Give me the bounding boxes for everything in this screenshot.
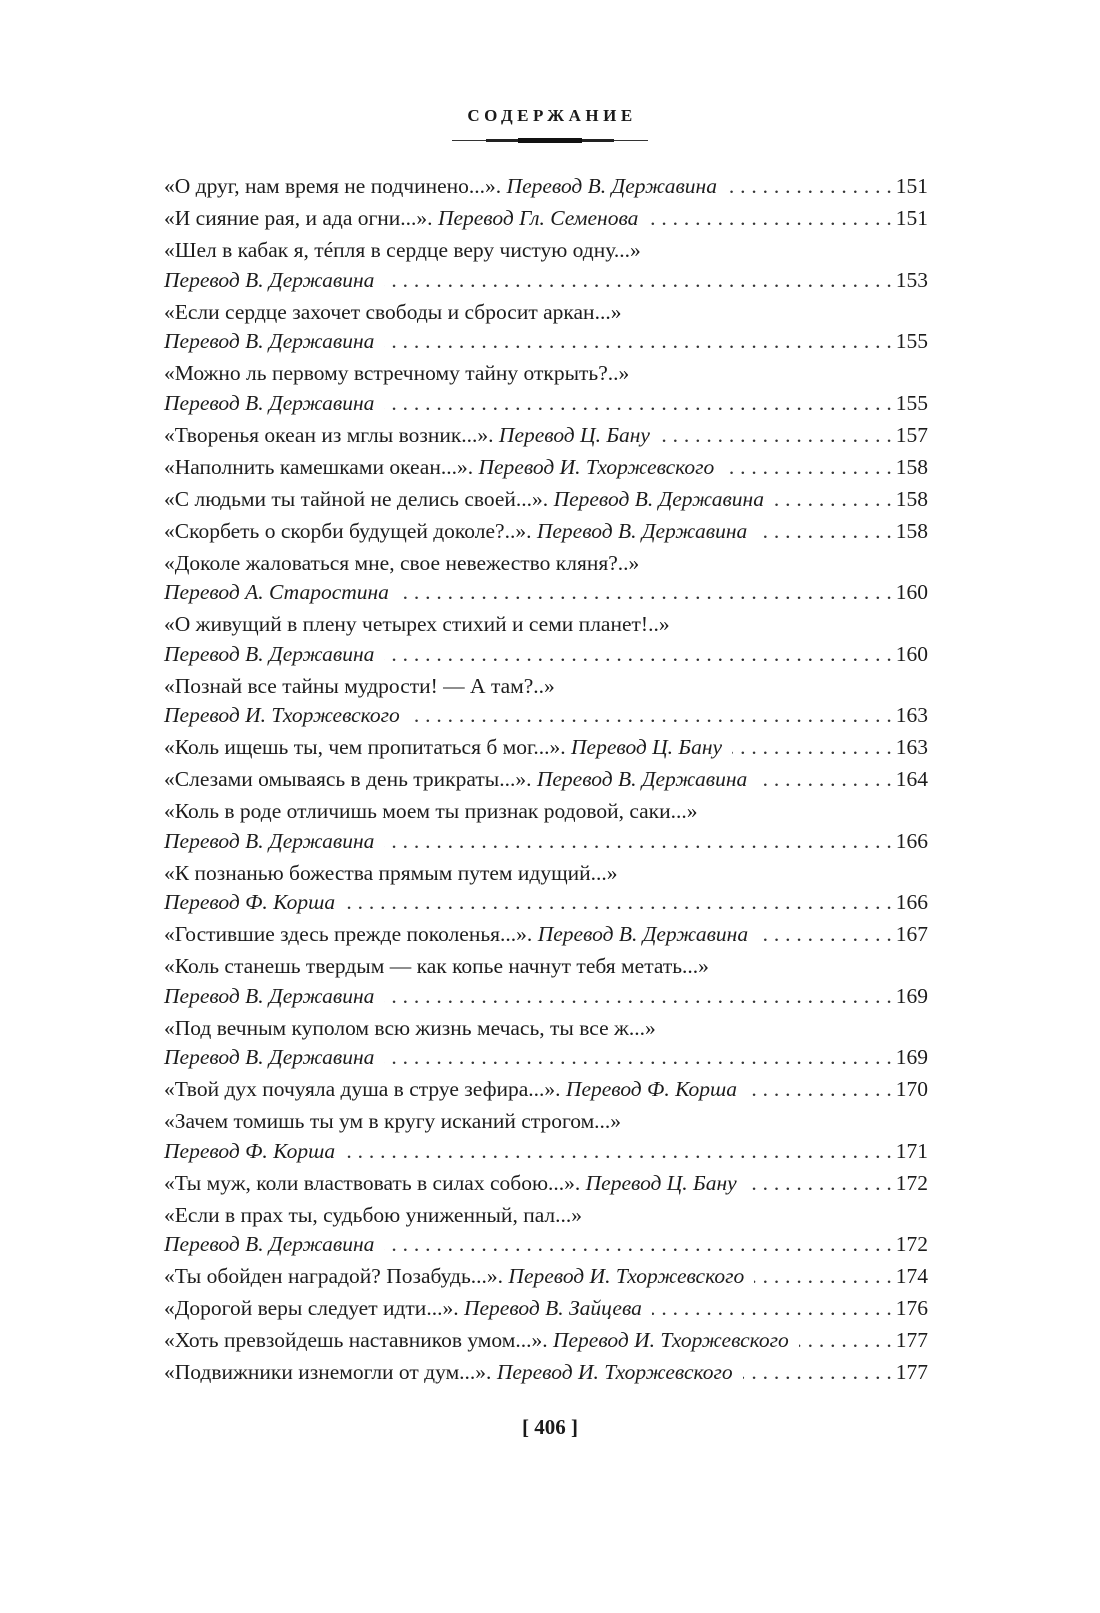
entry-page: 158 (895, 486, 928, 511)
entry-page: 171 (895, 1138, 928, 1163)
toc-entry (164, 298, 928, 357)
dot-leader (774, 485, 892, 515)
entry-title: «Ты обойден наградой? Позабудь...». (164, 1264, 504, 1288)
entry-title: «Подвижники изнемогли от дум...». (164, 1360, 492, 1384)
entry-title: «О живущий в плену четырех стихий и семи планет!..» (164, 612, 670, 636)
entry-title: «Если в прах ты, судьбою униженный, пал...» (164, 1202, 583, 1227)
toc-entry (164, 1014, 928, 1073)
toc-entry (164, 453, 928, 483)
toc-entry (164, 172, 928, 202)
entry-title: «Можно ль первому встречному тайну открыть?..» (164, 361, 630, 385)
dot-leader (345, 888, 892, 918)
entry-title: «Под вечным куполом всю жизнь мечась, ты все ж...» (164, 1015, 656, 1040)
toc-entry (164, 797, 928, 856)
page-title: СОДЕРЖАНИЕ (467, 106, 637, 125)
toc-entry (164, 236, 928, 295)
toc-entry (164, 549, 928, 608)
toc-entry (164, 1326, 928, 1356)
entry-translator: Перевод В. Державина (164, 983, 375, 1008)
entry-title: «Твой дух почуяла душа в струе зефира...». (164, 1077, 561, 1101)
dot-leader (799, 1326, 892, 1356)
dot-leader (754, 1262, 892, 1292)
dot-leader (384, 266, 891, 296)
entry-title: «Коль в роде отличишь моем ты признак родовой, саки...» (164, 799, 698, 823)
dot-leader (660, 421, 892, 451)
entry-translator: Перевод В. Державина (164, 390, 375, 415)
entry-page: 167 (895, 922, 928, 946)
toc-entry (164, 359, 928, 418)
entry-translator: Перевод А. Старостина (164, 580, 389, 604)
entry-title: «Если сердце захочет свободы и сбросит аркан...» (164, 299, 622, 324)
dot-leader (384, 1043, 891, 1073)
entry-page: 176 (895, 1296, 928, 1320)
entry-page: 174 (895, 1264, 928, 1288)
dot-leader (384, 982, 891, 1012)
entry-translator: Перевод И. Тхоржевского (496, 1360, 733, 1384)
entry-title: «Познай все тайны мудрости! — А там?..» (164, 673, 555, 698)
toc-entry (164, 1075, 928, 1105)
toc-entry (164, 610, 928, 669)
entry-title: «К познанью божества прямым путем идущий...» (164, 860, 618, 885)
entry-page: 157 (895, 422, 928, 447)
entry-page: 158 (895, 518, 928, 543)
toc-entry (164, 421, 928, 451)
dot-leader (747, 1075, 892, 1105)
toc-entry (164, 952, 928, 1011)
entry-page: 177 (895, 1328, 928, 1352)
entry-page: 172 (895, 1170, 928, 1195)
toc-entry (164, 1294, 928, 1324)
dot-leader (743, 1358, 892, 1388)
dot-leader (384, 640, 891, 670)
toc-entry (164, 517, 928, 547)
toc-entry (164, 859, 928, 918)
entry-translator: Перевод Ц. Бану (585, 1170, 737, 1195)
entry-page: 169 (895, 983, 928, 1008)
entry-page: 164 (895, 767, 928, 791)
entry-title: «Слезами омываясь в день трикраты...». (164, 767, 532, 791)
entry-title: «Доколе жаловаться мне, свое невежество кляня?..» (164, 550, 640, 575)
entry-translator: Перевод В. Державина (164, 641, 375, 666)
table-of-contents (164, 172, 928, 1390)
dot-leader (384, 389, 891, 419)
toc-entry (164, 733, 928, 763)
dot-leader (758, 920, 892, 950)
entry-translator: Перевод Ф. Корша (565, 1077, 738, 1101)
entry-page: 160 (895, 641, 928, 666)
entry-translator: Перевод В. Державина (537, 922, 749, 946)
dot-leader (747, 1169, 892, 1199)
entry-translator: Перевод Ц. Бану (571, 735, 723, 759)
entry-page: 177 (895, 1360, 928, 1384)
entry-translator: Перевод И. Тхоржевского (508, 1264, 745, 1288)
toc-entry (164, 920, 928, 950)
entry-page: 166 (895, 828, 928, 853)
dot-leader (732, 733, 892, 763)
entry-title: «Дорогой веры следует идти...». (164, 1296, 459, 1320)
dot-leader (757, 765, 892, 795)
entry-title: «С людьми ты тайной не делись своей...». (164, 486, 549, 511)
entry-page: 166 (895, 890, 928, 914)
dot-leader (410, 701, 892, 731)
entry-translator: Перевод И. Тхоржевского (552, 1328, 789, 1352)
entry-translator: Перевод В. Державина (164, 1232, 375, 1256)
entry-translator: Перевод Ф. Корша (164, 1138, 336, 1163)
entry-translator: Перевод В. Зайцева (463, 1296, 642, 1320)
entry-title: «О друг, нам время не подчинено...». (164, 174, 502, 198)
entry-translator: Перевод В. Державина (164, 828, 375, 853)
page-number: [ 406 ] (522, 1415, 578, 1439)
entry-page: 155 (895, 390, 928, 415)
dot-leader (757, 517, 892, 547)
entry-page: 163 (895, 735, 928, 759)
toc-entry (164, 1262, 928, 1292)
toc-entry (164, 672, 928, 731)
entry-translator: Перевод Гл. Семенова (437, 206, 639, 230)
page-header (0, 106, 1100, 143)
entry-translator: Перевод Ц. Бану (498, 422, 650, 447)
toc-entry (164, 765, 928, 795)
entry-title: «Скорбеть о скорби будущей доколе?..». (164, 518, 532, 543)
entry-title: «Гостившие здесь прежде поколенья...». (164, 922, 533, 946)
dot-leader (384, 1230, 891, 1260)
dot-leader (384, 827, 891, 857)
entry-page: 170 (895, 1077, 928, 1101)
entry-page: 151 (895, 174, 928, 198)
dot-leader (648, 204, 891, 234)
entry-page: 155 (895, 329, 928, 353)
entry-translator: Перевод В. Державина (506, 174, 717, 198)
dot-leader (652, 1294, 892, 1324)
entry-page: 160 (895, 580, 928, 604)
dot-leader (345, 1137, 892, 1167)
toc-entry (164, 1201, 928, 1260)
entry-translator: Перевод В. Державина (164, 267, 375, 292)
entry-page: 151 (895, 206, 928, 230)
entry-page: 169 (895, 1045, 928, 1069)
entry-translator: Перевод В. Державина (553, 486, 764, 511)
entry-page: 158 (895, 454, 928, 479)
toc-entry (164, 1358, 928, 1388)
toc-entry (164, 485, 928, 515)
title-divider (452, 138, 648, 143)
dot-leader (399, 578, 892, 608)
entry-translator: Перевод В. Державина (164, 1045, 375, 1069)
toc-entry (164, 1169, 928, 1199)
dot-leader (384, 327, 891, 357)
entry-title: «Коль станешь твердым — как копье начнут тебя метать...» (164, 954, 709, 978)
entry-translator: Перевод И. Тхоржевского (164, 703, 400, 727)
dot-leader (727, 172, 892, 202)
toc-entry (164, 1107, 928, 1166)
entry-translator: Перевод В. Державина (536, 767, 748, 791)
entry-translator: Перевод В. Державина (536, 518, 748, 543)
entry-title: «Коль ищешь ты, чем пропитаться б мог...». (164, 735, 566, 759)
entry-title: «Хоть превзойдешь наставников умом...». (164, 1328, 548, 1352)
entry-title: «Шел в кабак я, тéпля в сердце веру чистую одну...» (164, 238, 641, 262)
entry-page: 163 (895, 703, 928, 727)
entry-title: «И сияние рая, и ада огни...». (164, 206, 433, 230)
entry-title: «Наполнить камешками океан...». (164, 454, 474, 479)
entry-page: 153 (895, 267, 928, 292)
entry-translator: Перевод Ф. Корша (164, 890, 336, 914)
entry-title: «Зачем томишь ты ум в кругу исканий строгом...» (164, 1109, 622, 1133)
dot-leader (724, 453, 891, 483)
entry-translator: Перевод И. Тхоржевского (478, 454, 715, 479)
entry-page: 172 (895, 1232, 928, 1256)
entry-title: «Ты муж, коли властвовать в силах собою...». (164, 1170, 581, 1195)
entry-title: «Творенья океан из мглы возник...». (164, 422, 494, 447)
entry-translator: Перевод В. Державина (164, 329, 375, 353)
toc-entry (164, 204, 928, 234)
